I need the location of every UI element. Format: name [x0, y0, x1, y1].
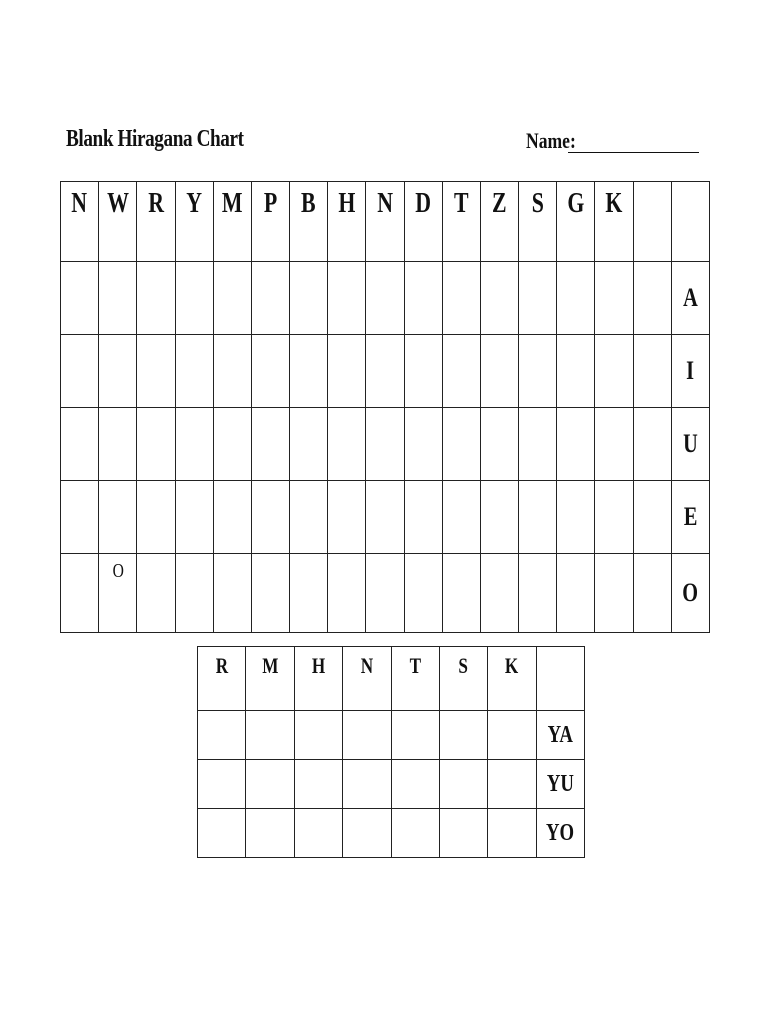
wo-letter: O [112, 560, 124, 582]
blank-cell[interactable] [404, 554, 442, 633]
blank-cell[interactable] [343, 760, 391, 809]
blank-cell[interactable] [439, 711, 487, 760]
blank-cell[interactable] [442, 554, 480, 633]
blank-cell[interactable] [328, 262, 366, 335]
column-header [175, 182, 213, 262]
yoon-letters: YA [547, 721, 573, 748]
blank-cell[interactable] [294, 760, 342, 809]
column-letter: T [454, 188, 469, 219]
vowel-row [61, 554, 710, 633]
blank-cell[interactable] [480, 408, 518, 481]
blank-cell[interactable] [61, 335, 99, 408]
hiragana-grid [60, 181, 710, 633]
blank-cell[interactable] [251, 262, 289, 335]
column-letter: Y [186, 188, 202, 219]
column-letter: D [415, 188, 432, 219]
blank-cell[interactable] [519, 262, 557, 335]
page-title: Blank Hiragana Chart [66, 126, 244, 152]
blank-cell[interactable] [328, 481, 366, 554]
blank-cell[interactable] [137, 554, 175, 633]
blank-cell[interactable] [480, 335, 518, 408]
blank-cell[interactable] [519, 481, 557, 554]
yoon-label [536, 760, 584, 809]
column-header [366, 182, 404, 262]
blank-cell[interactable] [366, 262, 404, 335]
column-letter: K [605, 188, 623, 219]
yoon-row [198, 809, 585, 858]
blank-cell[interactable] [519, 554, 557, 633]
column-letter: Z [492, 188, 507, 219]
blank-cell[interactable] [595, 554, 633, 633]
yoon-letters: YU [546, 770, 574, 797]
blank-cell[interactable] [488, 809, 536, 858]
blank-cell[interactable] [442, 335, 480, 408]
blank-cell[interactable] [404, 408, 442, 481]
column-header [328, 182, 366, 262]
column-letter: R [148, 188, 164, 219]
blank-cell[interactable] [175, 262, 213, 335]
yoon-label [536, 809, 584, 858]
blank-cell[interactable] [442, 262, 480, 335]
column-letter: N [360, 653, 374, 678]
blank-cell[interactable] [328, 554, 366, 633]
blank-cell[interactable] [391, 760, 439, 809]
column-header [519, 182, 557, 262]
vowel-row [61, 481, 710, 554]
column-header [391, 647, 439, 711]
blank-cell[interactable] [213, 554, 251, 633]
column-header [439, 647, 487, 711]
blank-cell[interactable] [328, 408, 366, 481]
column-header [198, 647, 246, 711]
blank-cell[interactable] [246, 809, 294, 858]
vowel-label [671, 262, 709, 335]
name-label: Name: [526, 128, 576, 153]
column-letter: S [458, 653, 469, 678]
blank-cell[interactable] [175, 408, 213, 481]
blank-cell[interactable] [343, 809, 391, 858]
name-field[interactable] [568, 152, 699, 153]
column-header [595, 182, 633, 262]
blank-cell[interactable] [480, 262, 518, 335]
blank-cell[interactable] [99, 335, 137, 408]
blank-cell[interactable] [137, 481, 175, 554]
vowel-letter: O [682, 578, 699, 607]
blank-cell[interactable] [633, 481, 671, 554]
vowel-letter: U [683, 429, 698, 458]
column-header [294, 647, 342, 711]
blank-cell[interactable] [439, 760, 487, 809]
column-header [557, 182, 595, 262]
blank-cell[interactable] [557, 262, 595, 335]
wo-cell[interactable] [99, 554, 137, 633]
column-header [61, 182, 99, 262]
blank-cell[interactable] [633, 408, 671, 481]
blank-cell[interactable] [290, 554, 328, 633]
column-header [213, 182, 251, 262]
column-header [99, 182, 137, 262]
blank-cell[interactable] [99, 408, 137, 481]
header-row [198, 647, 585, 711]
blank-cell[interactable] [198, 711, 246, 760]
blank-cell[interactable] [290, 262, 328, 335]
blank-cell[interactable] [595, 262, 633, 335]
column-header [671, 182, 709, 262]
blank-cell[interactable] [633, 262, 671, 335]
blank-cell[interactable] [480, 554, 518, 633]
blank-cell[interactable] [137, 408, 175, 481]
blank-cell[interactable] [99, 481, 137, 554]
yoon-letters: YO [546, 819, 575, 846]
column-letter: M [221, 188, 243, 219]
vowel-row [61, 262, 710, 335]
column-header [290, 182, 328, 262]
column-header [404, 182, 442, 262]
blank-cell[interactable] [366, 481, 404, 554]
vowel-row [61, 335, 710, 408]
blank-cell[interactable] [213, 481, 251, 554]
blank-cell[interactable] [290, 481, 328, 554]
blank-cell[interactable] [175, 554, 213, 633]
blank-cell[interactable] [633, 335, 671, 408]
vowel-letter: A [683, 283, 698, 312]
blank-cell[interactable] [61, 408, 99, 481]
blank-cell[interactable] [251, 408, 289, 481]
blank-cell[interactable] [137, 335, 175, 408]
blank-cell[interactable] [246, 711, 294, 760]
yoon-grid [197, 646, 585, 858]
column-header [536, 647, 584, 711]
blank-cell[interactable] [294, 809, 342, 858]
column-letter: S [531, 188, 544, 219]
blank-cell[interactable] [442, 408, 480, 481]
column-header [137, 182, 175, 262]
blank-cell[interactable] [343, 711, 391, 760]
blank-cell[interactable] [61, 481, 99, 554]
blank-cell[interactable] [251, 335, 289, 408]
column-letter: W [106, 188, 129, 219]
vowel-label [671, 481, 709, 554]
blank-cell[interactable] [391, 711, 439, 760]
blank-cell[interactable] [246, 760, 294, 809]
column-letter: G [567, 188, 585, 219]
blank-cell[interactable] [251, 481, 289, 554]
blank-cell[interactable] [519, 408, 557, 481]
blank-cell[interactable] [61, 554, 99, 633]
blank-cell[interactable] [366, 335, 404, 408]
blank-cell[interactable] [175, 481, 213, 554]
column-letter: T [409, 653, 421, 678]
blank-cell[interactable] [404, 481, 442, 554]
blank-cell[interactable] [213, 408, 251, 481]
blank-cell[interactable] [213, 335, 251, 408]
column-letter: B [301, 188, 316, 219]
column-header [442, 182, 480, 262]
column-header [343, 647, 391, 711]
blank-cell[interactable] [290, 408, 328, 481]
vowel-label [671, 408, 709, 481]
vowel-label [671, 335, 709, 408]
column-letter: H [311, 653, 326, 678]
blank-cell[interactable] [442, 481, 480, 554]
vowel-letter: E [683, 502, 698, 531]
blank-cell[interactable] [488, 711, 536, 760]
column-letter: N [71, 188, 88, 219]
column-header [480, 182, 518, 262]
column-letter: H [338, 188, 356, 219]
blank-cell[interactable] [595, 335, 633, 408]
blank-cell[interactable] [557, 335, 595, 408]
blank-cell[interactable] [99, 262, 137, 335]
blank-cell[interactable] [213, 262, 251, 335]
blank-cell[interactable] [439, 809, 487, 858]
blank-cell[interactable] [404, 262, 442, 335]
blank-cell[interactable] [198, 760, 246, 809]
header-row [61, 182, 710, 262]
blank-cell[interactable] [488, 760, 536, 809]
blank-cell[interactable] [595, 408, 633, 481]
blank-cell[interactable] [290, 335, 328, 408]
column-letter: K [505, 653, 519, 678]
column-letter: M [261, 653, 279, 678]
yoon-label [536, 711, 584, 760]
blank-cell[interactable] [557, 554, 595, 633]
column-header [251, 182, 289, 262]
blank-cell[interactable] [366, 408, 404, 481]
blank-cell[interactable] [366, 554, 404, 633]
column-letter: N [377, 188, 393, 219]
blank-cell[interactable] [198, 809, 246, 858]
blank-cell[interactable] [519, 335, 557, 408]
blank-cell[interactable] [480, 481, 518, 554]
blank-cell[interactable] [328, 335, 366, 408]
vowel-label [671, 554, 709, 633]
blank-cell[interactable] [557, 481, 595, 554]
blank-cell[interactable] [557, 408, 595, 481]
blank-cell[interactable] [404, 335, 442, 408]
blank-cell[interactable] [175, 335, 213, 408]
blank-cell[interactable] [633, 554, 671, 633]
column-letter: R [215, 653, 228, 678]
blank-cell[interactable] [595, 481, 633, 554]
blank-cell[interactable] [251, 554, 289, 633]
column-letter: P [263, 188, 278, 219]
yoon-row [198, 760, 585, 809]
column-header [633, 182, 671, 262]
yoon-row [198, 711, 585, 760]
blank-cell[interactable] [137, 262, 175, 335]
column-header [488, 647, 536, 711]
blank-cell[interactable] [294, 711, 342, 760]
blank-cell[interactable] [391, 809, 439, 858]
column-header [246, 647, 294, 711]
blank-cell[interactable] [61, 262, 99, 335]
vowel-letter: I [686, 356, 695, 385]
vowel-row [61, 408, 710, 481]
